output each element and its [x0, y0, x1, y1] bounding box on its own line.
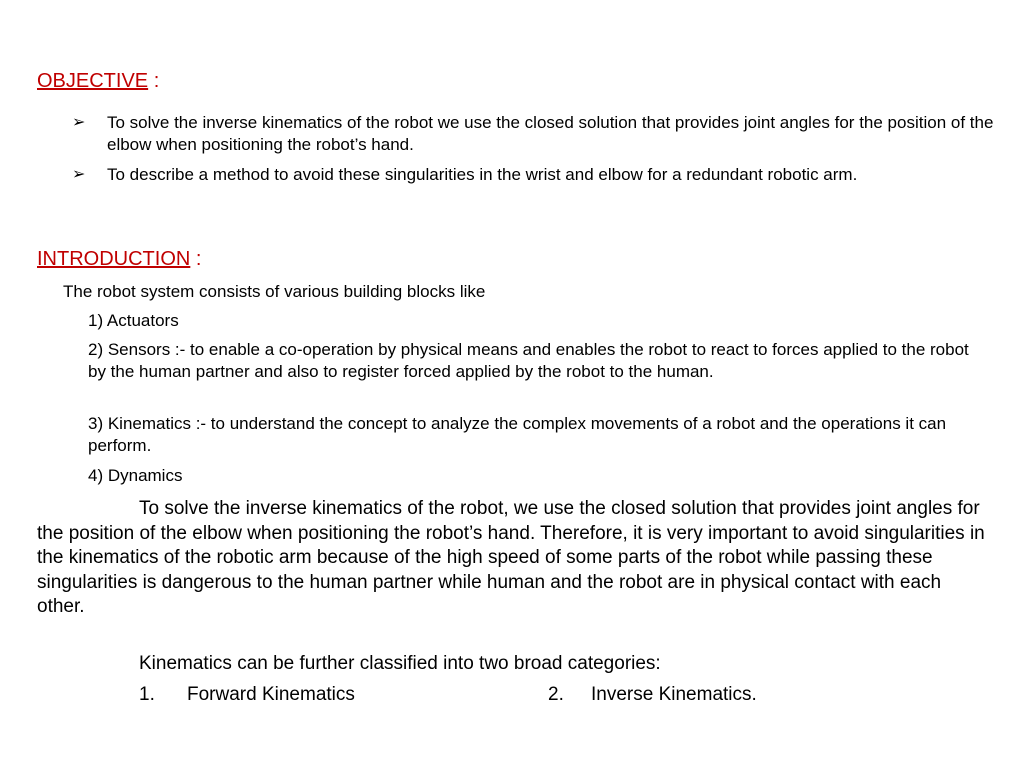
- introduction-lead: The robot system consists of various building blocks like: [63, 282, 486, 301]
- building-block-item: 3) Kinematics :- to understand the concept to analyze the complex movements of a robot and the operations it can perform.: [88, 414, 947, 455]
- category-number: 1.: [139, 684, 155, 705]
- objective-heading-text: OBJECTIVE: [37, 70, 149, 92]
- objective-bullet-text: To solve the inverse kinematics of the robot we use the closed solution that provides joint angles for the position of the elbow when positioning the robot’s hand.: [107, 113, 994, 154]
- category-label: Forward Kinematics: [187, 684, 355, 705]
- building-block-item: 4) Dynamics: [88, 466, 183, 485]
- building-block-item: 2) Sensors :- to enable a co-operation by physical means and enables the robot to react to forces applied to the robot by the human partner and also to register forced applied by the robot to the human.: [88, 340, 969, 381]
- objective-heading-colon: :: [148, 70, 160, 92]
- introduction-heading-text: INTRODUCTION: [37, 248, 191, 270]
- categories-intro: Kinematics can be further classified into two broad categories:: [139, 653, 661, 674]
- introduction-heading: [37, 248, 201, 271]
- category-label: Inverse Kinematics.: [591, 684, 757, 705]
- objective-heading: [37, 70, 159, 93]
- objective-bullet: [72, 164, 1002, 186]
- introduction-heading-colon: :: [190, 248, 202, 270]
- introduction-paragraph: To solve the inverse kinematics of the robot, we use the closed solution that provides joint angles for the position of the elbow when positioning the robot’s hand. Therefore, it is very important to avoid singularities in the kinematics of the robotic arm because of the high speed of some parts of the robot while passing these singularities is dangerous to the human partner while human and the robot are in physical contact with each other.: [37, 498, 985, 617]
- building-block-item: 1) Actuators: [88, 311, 179, 330]
- objective-bullet-list: [72, 112, 1002, 194]
- category-number: 2.: [548, 684, 564, 705]
- objective-bullet: [72, 112, 1002, 156]
- arrow-bullet-icon: ➢: [72, 166, 86, 183]
- objective-bullet-text: To describe a method to avoid these singularities in the wrist and elbow for a redundant robotic arm.: [107, 165, 858, 184]
- arrow-bullet-icon: ➢: [72, 114, 86, 131]
